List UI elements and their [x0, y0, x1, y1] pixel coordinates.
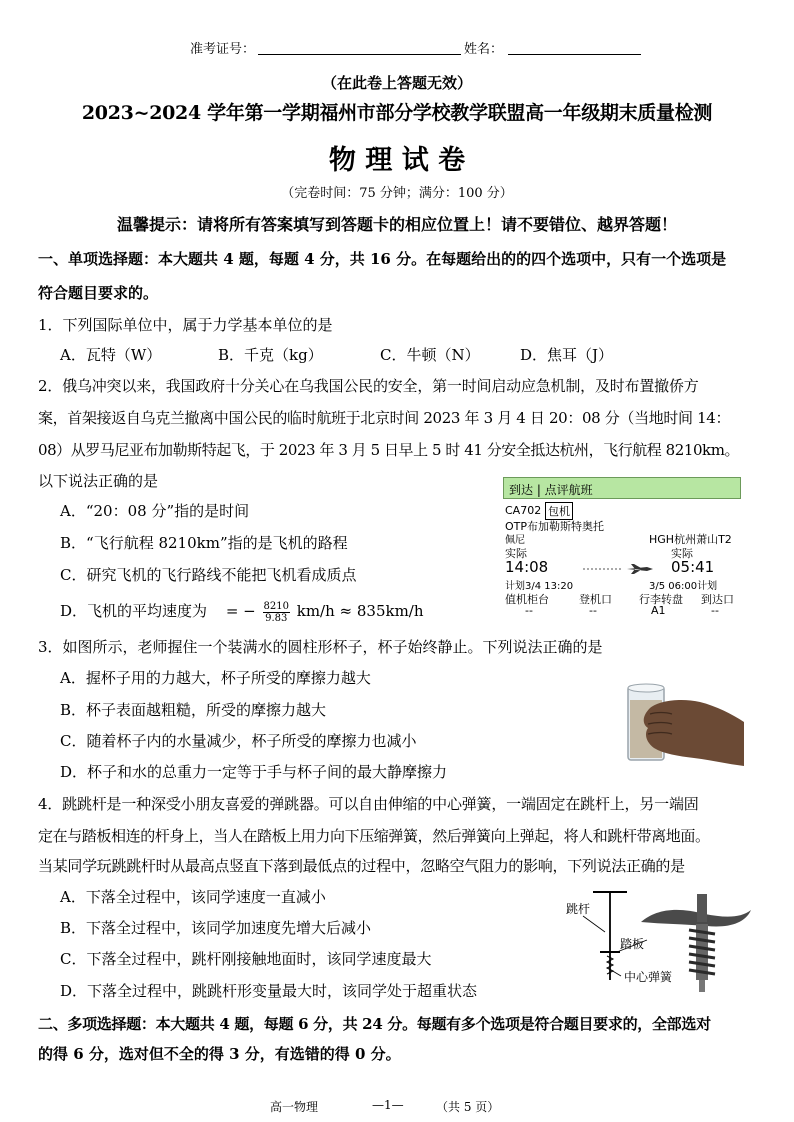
q1-option-a: A．瓦特（W）	[60, 346, 162, 364]
q2-option-d-eq: = −	[225, 602, 256, 620]
flight-origin: OTP布加勒斯特奥托	[505, 520, 605, 533]
val-arrival-exit: --	[711, 604, 719, 617]
col-baggage: 行李转盘	[639, 593, 683, 606]
flight-origin-2: 佩尼	[505, 535, 525, 546]
q1-option-b: B．千克（kg）	[218, 346, 323, 364]
q4-option-a: A．下落全过程中，该同学速度一直减小	[60, 888, 326, 906]
footer-page-number: —1—	[372, 1098, 404, 1112]
q1-option-c: C．牛顿（N）	[380, 346, 480, 364]
q1-option-d: D．焦耳（J）	[520, 346, 614, 364]
time-info: （完卷时间：75 分钟；满分：100 分）	[281, 186, 513, 201]
q4-stem-line3: 当某同学玩跳跳杆时从最高点竖直下落到最低点的过程中，忽略空气阻力的影响，下列说法正确的是	[38, 857, 685, 875]
q3-option-a: A．握杯子用的力越大，杯子所受的摩擦力越大	[60, 669, 371, 687]
col-gate: 登机口	[579, 593, 612, 606]
q4-stem-line1: 4．跳跳杆是一种深受小朋友喜爱的弹跳器。可以自由伸缩的中心弹簧，一端固定在跳杆上，另一端固	[38, 795, 699, 813]
flight-destination: HGH杭州萧山T2	[649, 533, 732, 546]
footer-total-pages: （共 5 页）	[436, 1100, 500, 1114]
actual-arrival-time: 05:41	[671, 558, 715, 576]
q2-stem-line2: 案，首架接返自乌克兰撤离中国公民的临时航班于北京时间 2023 年 3 月 4 日 20：08 分（当地时间 14：	[38, 409, 731, 427]
val-checkin-counter: --	[525, 604, 533, 617]
q3-option-b: B．杯子表面越粗糙，所受的摩擦力越大	[60, 701, 327, 719]
planned-arrival: 3/5 06:00计划	[649, 581, 718, 592]
q4-option-b: B．下落全过程中，该同学加速度先增大后减小	[60, 919, 372, 937]
hand-holding-cup-figure	[620, 668, 744, 774]
pogo-label-rod: 跳杆	[566, 902, 591, 916]
section2-heading: 二、多项选择题：本大题共 4 题，每题 6 分，共 24 分。每题有多个选项是符合题目要求的，全部选对	[38, 1015, 711, 1033]
planned-departure: 计划3/4 13:20	[505, 581, 574, 592]
fraction-numerator: 8210	[263, 600, 289, 612]
footer-subject: 高一物理	[270, 1100, 319, 1114]
q2-option-a: A．“20：08 分”指的是时间	[60, 502, 250, 520]
tip: 温馨提示：请将所有答案填写到答题卡的相应位置上！请不要错位、越界答题！	[116, 215, 677, 234]
section1-heading: 一、单项选择题：本大题共 4 题，每题 4 分，共 16 分。在每题给出的的四个选项中，只有一个选项是	[38, 250, 727, 268]
q2-option-d-suffix: km/h ≈ 835km/h	[296, 602, 424, 620]
pogo-label-pedal: 踏板	[620, 937, 645, 951]
q2-option-d-fraction	[263, 601, 290, 624]
q2-stem-line3: 08）从罗马尼亚布加勒斯特起飞，于 2023 年 3 月 5 日早上 5 时 41 分安全抵达杭州，飞行航程 8210km。	[38, 441, 740, 459]
q2-stem-line1: 2．俄乌冲突以来，我国政府十分关心在乌我国公民的安全，第一时间启动应急机制，及时布置撤侨方	[38, 377, 699, 395]
q2-option-c: C．研究飞机的飞行路线不能把飞机看成质点	[60, 566, 357, 584]
q2-stem-line4: 以下说法正确的是	[38, 472, 159, 490]
pogo-label-spring: 中心弹簧	[624, 970, 673, 984]
invalid-notice: （在此卷上答题无效）	[321, 74, 472, 92]
q3-stem: 3．如图所示，老师握住一个装满水的圆柱形杯子，杯子始终静止。下列说法正确的是	[38, 638, 603, 656]
flight-board-header: 到达 | 点评航班	[509, 483, 593, 497]
fraction-denominator: 9.83	[265, 612, 288, 624]
q4-option-c: C．下落全过程中，跳杆刚接触地面时，该同学速度最大	[60, 950, 432, 968]
section2-heading-2: 的得 6 分，选对但不全的得 3 分，有选错的得 0 分。	[38, 1045, 401, 1063]
plane-icon	[583, 563, 655, 575]
val-baggage: A1	[651, 604, 666, 617]
q2-option-b: B．“飞行航程 8210km”指的是飞机的路程	[60, 534, 348, 552]
section1-heading-2: 符合题目要求的。	[38, 284, 159, 302]
subject-title: 物 理 试 卷	[328, 145, 466, 176]
flight-board-figure	[503, 477, 741, 622]
q4-stem-line2: 定在与踏板相连的杆身上，当人在踏板上用力向下压缩弹簧，然后弹簧向上弹起，将人和跳杆带离地面。	[38, 827, 710, 845]
actual-departure-label: 实际	[505, 547, 527, 560]
admission-number-label: 准考证号：	[190, 42, 256, 57]
q3-option-c: C．随着杯子内的水量减少，杯子所受的摩擦力也减小	[60, 732, 417, 750]
actual-arrival-label: 实际	[671, 547, 693, 560]
flight-number: CA702	[505, 504, 542, 517]
col-arrival-exit: 到达口	[701, 593, 734, 606]
q3-option-d: D．杯子和水的总重力一定等于手与杯子间的最大静摩擦力	[60, 763, 448, 781]
val-gate: --	[589, 604, 597, 617]
exam-title: 2023~2024 学年第一学期福州市部分学校教学联盟高一年级期末质量检测	[81, 102, 713, 124]
q2-option-d	[60, 600, 424, 624]
admission-number-blank	[258, 54, 461, 55]
flight-tag: 包机	[545, 502, 573, 520]
actual-departure-time: 14:08	[505, 558, 549, 576]
name-label: 姓名：	[464, 42, 504, 57]
name-blank	[508, 54, 641, 55]
q4-option-d: D．下落全过程中，跳跳杆形变量最大时，该同学处于超重状态	[60, 982, 478, 1000]
q2-option-d-prefix: D．飞机的平均速度为	[60, 602, 208, 620]
col-checkin-counter: 值机柜台	[505, 593, 549, 606]
q1-stem: 1．下列国际单位中，属于力学基本单位的是	[38, 316, 333, 334]
